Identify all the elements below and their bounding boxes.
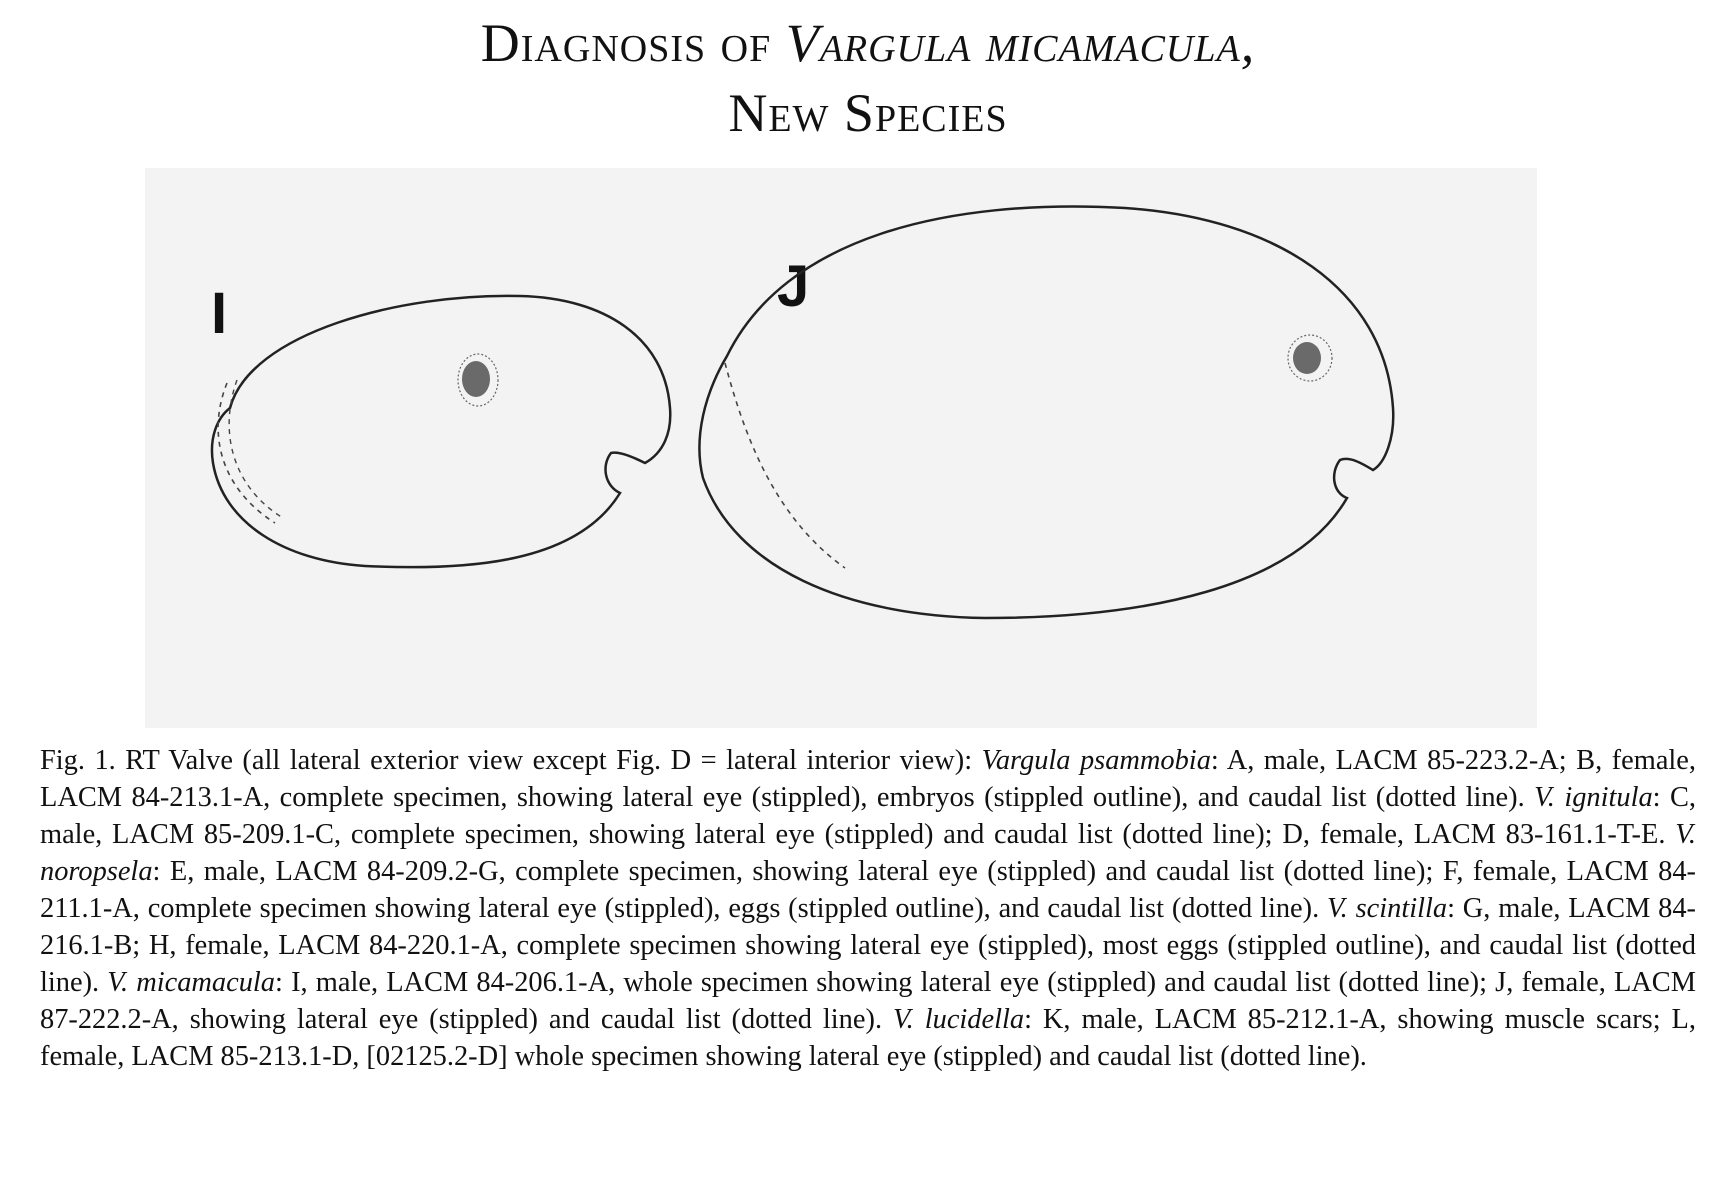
caption-species: V. micamacula	[107, 967, 276, 998]
valve-j-caudal-list	[725, 363, 845, 568]
page-title-line2: New Species	[728, 83, 1008, 143]
page-title-line1	[0, 12, 1736, 74]
caption-species: V. noropsela	[40, 819, 1696, 887]
valve-i-caudal-list	[218, 383, 275, 523]
caption-text: : I, male, LACM 84-206.1-A, whole specimen showing lateral eye (stippled) and caudal list (dotted line); J, female, LACM 87-222.2-A, showing lateral eye (stippled) and caudal list (dotted line).	[40, 967, 1696, 1035]
figure-panel	[145, 168, 1537, 728]
valve-j-eye	[1293, 342, 1321, 374]
panel-label-j: J	[777, 254, 810, 319]
title-species: Vargula micamacula,	[785, 13, 1256, 73]
valve-i-caudal-list-inner	[229, 380, 283, 518]
caption-species: V. ignitula	[1534, 782, 1653, 813]
caption-text: : E, male, LACM 84-209.2-G, complete specimen, showing lateral eye (stippled) and caudal list (dotted line); F, female, LACM 84-211.1-A, complete specimen showing lateral eye (stippled), eggs (stippled outline), and caudal list (dotted line).	[40, 856, 1696, 924]
panel-label-i: I	[211, 281, 228, 346]
valve-i-outline	[212, 296, 670, 567]
caption-text: : A, male, LACM 85-223.2-A; B, female, LACM 84-213.1-A, complete specimen, showing lateral eye (stippled), embryos (stippled outline), and caudal list (dotted line).	[40, 745, 1697, 813]
caption-species: V. lucidella	[893, 1004, 1025, 1035]
caption-text: Fig. 1. RT Valve (all lateral exterior view except Fig. D = lateral interior view):	[40, 745, 982, 776]
caption-species: Vargula psammobia	[981, 745, 1211, 776]
title-prefix: Diagnosis of	[480, 13, 786, 73]
caption-text: : C, male, LACM 85-209.1-C, complete specimen, showing lateral eye (stippled) and caudal list (dotted line); D, female, LACM 83-161.1-T-E.	[40, 782, 1696, 850]
caption-species: V. scintilla	[1327, 893, 1448, 924]
valve-i-eye	[462, 361, 490, 397]
caption-text: : K, male, LACM 85-212.1-A, showing muscle scars; L, female, LACM 85-213.1-D, [02125.2-D] whole specimen showing lateral eye (stippled) and caudal list (dotted line).	[40, 1004, 1696, 1072]
caption-text: : G, male, LACM 84-216.1-B; H, female, LACM 84-220.1-A, complete specimen showing lateral eye (stippled), most eggs (stippled outline), and caudal list (dotted line).	[40, 893, 1696, 998]
figure-caption	[40, 742, 1696, 1075]
